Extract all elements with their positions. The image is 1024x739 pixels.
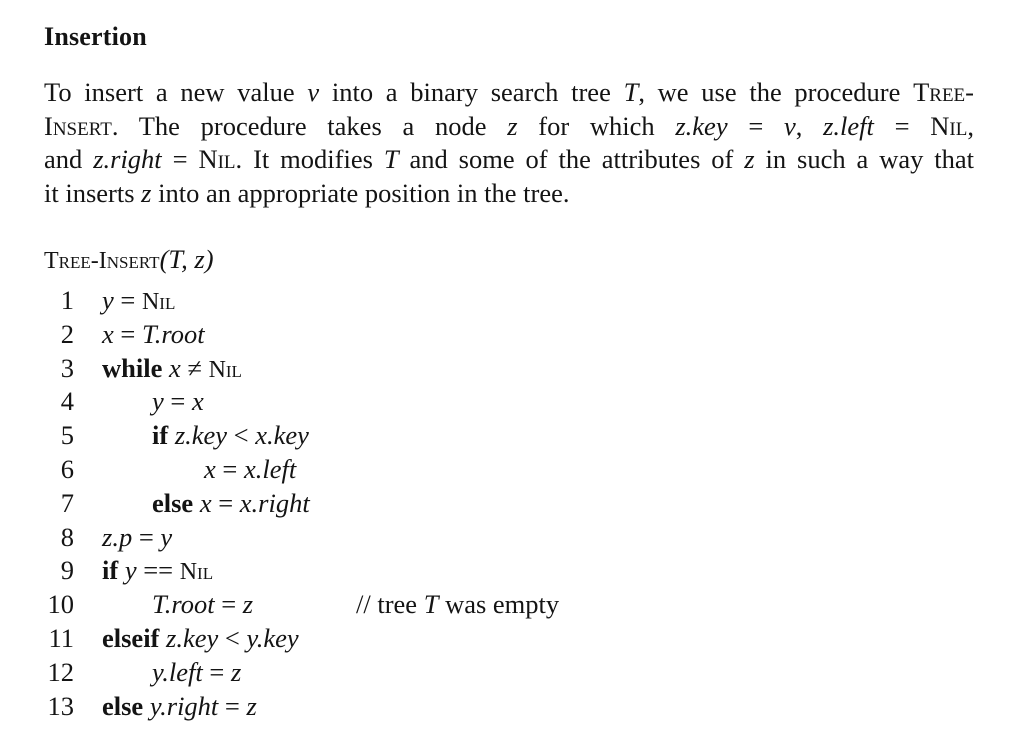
code-statement (102, 554, 213, 590)
paragraph-line (44, 143, 974, 177)
keyword: while (102, 352, 163, 383)
line-number: 13 (47, 690, 74, 721)
text-run: , (795, 110, 824, 141)
text-run: = (873, 110, 931, 141)
math-var: z.right (93, 144, 162, 174)
text-run: = (113, 285, 142, 315)
text-run: and some of the attributes of (398, 144, 745, 174)
text-run: = (214, 589, 243, 620)
math-var: y (152, 386, 164, 417)
math-var: z.key (675, 110, 728, 141)
code-statement (152, 487, 310, 521)
text-run: ≠ (180, 352, 209, 383)
math-var: y.left (152, 656, 203, 687)
text-run: // tree (356, 589, 424, 620)
math-var: z (230, 656, 242, 687)
text-run: in such a way that (754, 144, 974, 174)
math-var: x (169, 352, 181, 383)
procedure-args: (T, z) (159, 244, 214, 274)
text-run: < (218, 622, 247, 653)
line-number: 10 (47, 589, 74, 620)
code-statement (152, 419, 309, 453)
keyword: if (152, 420, 169, 451)
math-var: T.root (152, 589, 215, 620)
math-var: z.p (102, 521, 133, 552)
code-statement (102, 318, 205, 352)
code-statement (102, 284, 175, 320)
math-var: T (423, 589, 439, 620)
small-caps-term: Tree- (913, 77, 974, 107)
code-statement (204, 453, 296, 487)
text-run: = (215, 453, 244, 484)
text-run (168, 420, 175, 450)
code-statement (102, 521, 172, 555)
text-run: into a binary search tree (319, 77, 624, 107)
intro-paragraph (44, 76, 974, 210)
math-var: z (744, 144, 755, 174)
math-var: x.left (243, 453, 297, 484)
math-var: T (623, 77, 639, 107)
code-statement (152, 588, 253, 622)
code-statement (102, 690, 257, 724)
math-var: x.key (255, 420, 309, 451)
paragraph-line (44, 110, 974, 144)
text-run: < (227, 420, 256, 451)
line-number: 12 (47, 656, 74, 687)
text-run: for which (517, 110, 676, 141)
text-run: = (202, 656, 231, 687)
text-run: into an appropriate position in the tree. (151, 177, 570, 208)
text-run: was empty (438, 589, 560, 620)
math-var: z (246, 690, 257, 721)
text-run: it inserts (44, 177, 142, 208)
paragraph-line (44, 177, 974, 211)
math-var: x.right (239, 487, 310, 518)
line-number: 7 (60, 487, 74, 518)
math-var: z (141, 177, 152, 208)
text-run: To insert a new value (44, 77, 308, 107)
code-comment (356, 588, 559, 622)
math-var: y.right (149, 690, 219, 721)
text-run: = (727, 110, 784, 141)
math-var: z.key (174, 420, 228, 451)
line-number: 11 (48, 622, 74, 653)
math-var: x (204, 453, 216, 484)
small-caps-term: Nil (208, 356, 242, 383)
math-var: y (160, 521, 173, 552)
text-run: and (44, 144, 94, 174)
text-run (162, 353, 169, 383)
code-statement (152, 385, 204, 419)
line-number: 5 (60, 420, 74, 451)
math-var: v (783, 110, 796, 141)
procedure-name: Tree-Insert (44, 248, 160, 274)
small-caps-term: Nil (141, 289, 176, 315)
math-var: v (307, 77, 320, 107)
math-var: T (383, 144, 399, 174)
small-caps-term: Nil (930, 110, 968, 141)
keyword: elseif (102, 622, 160, 653)
line-number: 6 (60, 453, 74, 484)
text-run: = (163, 386, 192, 417)
line-number: 3 (60, 352, 74, 383)
section-heading: Insertion (44, 22, 147, 51)
text-run: = (161, 144, 199, 174)
math-var: z (507, 110, 518, 141)
math-var: z.left (823, 110, 874, 141)
text-run: , (967, 110, 974, 141)
paragraph-line (44, 76, 974, 110)
math-var: x (199, 487, 212, 518)
text-run (193, 488, 200, 518)
math-var: x (191, 386, 204, 417)
keyword: else (102, 690, 144, 721)
code-statement (102, 622, 299, 656)
math-var: y (102, 285, 114, 315)
math-var: z.key (166, 622, 219, 653)
text-run: , we use the procedure (638, 77, 914, 107)
math-var: z (242, 589, 254, 620)
procedure-signature (44, 244, 214, 275)
text-run: = (211, 487, 240, 518)
line-number: 4 (60, 386, 74, 417)
small-caps-term: Nil (179, 559, 214, 586)
line-number: 1 (60, 285, 74, 315)
code-statement (152, 656, 241, 690)
text-run (143, 691, 150, 721)
text-run: = (218, 690, 247, 721)
text-run: . The procedure takes a node (111, 110, 508, 141)
code-statement (102, 352, 242, 388)
text-run: = (113, 318, 142, 349)
math-var: x (102, 318, 114, 349)
keyword: if (102, 555, 119, 586)
line-number: 2 (60, 318, 74, 349)
math-var: y.key (246, 622, 299, 653)
small-caps-term: Nil (198, 144, 236, 174)
small-caps-term: Insert (44, 110, 112, 141)
line-number: 8 (60, 521, 74, 552)
text-run: . It modifies (235, 144, 384, 174)
text-run: = (132, 521, 161, 552)
math-var: T.root (141, 318, 205, 349)
keyword: else (152, 487, 194, 518)
text-run (118, 555, 125, 585)
text-run: == (136, 555, 180, 586)
math-var: y (124, 555, 137, 586)
line-number: 9 (60, 555, 74, 586)
